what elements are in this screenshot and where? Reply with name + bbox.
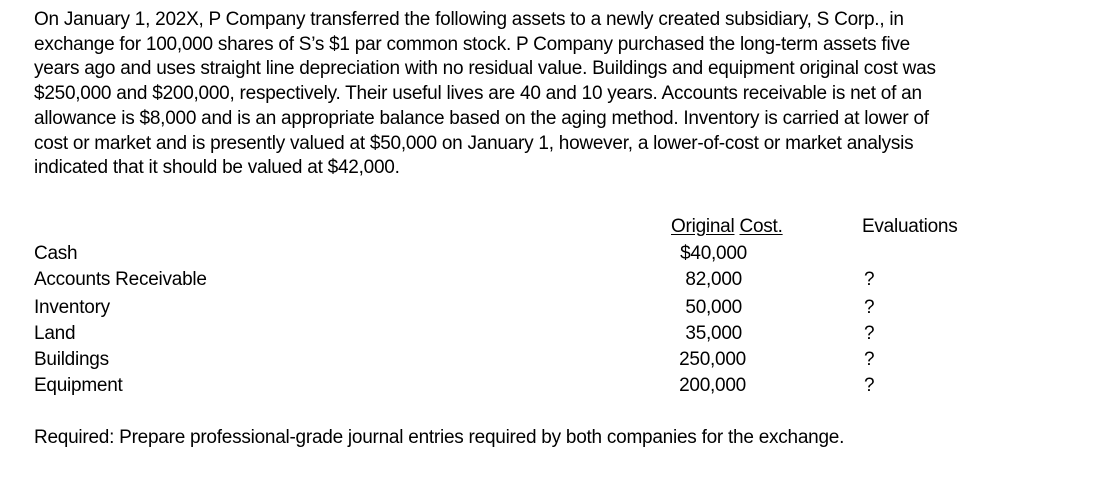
row-cost-buildings: 250,000: [679, 349, 746, 370]
row-eval-land: ?: [864, 323, 875, 344]
row-label-inventory: Inventory: [34, 297, 110, 318]
problem-paragraph: [34, 8, 1094, 181]
paragraph-line-5: allowance is $8,000 and is an appropriate balance based on the aging method. Inventory is carried at lower of: [34, 107, 929, 129]
paragraph-line-2: exchange for 100,000 shares of S’s $1 par common stock. P Company purchased the long-term assets five: [34, 33, 910, 55]
original-cost-header-word1: Original: [671, 216, 735, 237]
evaluations-header: Evaluations: [862, 216, 958, 237]
row-cost-cash: $40,000: [680, 243, 747, 264]
row-cost-inventory: 50,000: [685, 297, 742, 318]
row-cost-land: 35,000: [685, 323, 742, 344]
row-eval-buildings: ?: [864, 349, 875, 370]
row-label-land: Land: [34, 323, 76, 344]
paragraph-line-7: indicated that it should be valued at $42,000.: [34, 157, 400, 179]
row-cost-accounts-receivable: 82,000: [685, 269, 742, 290]
required-instruction: Required: Prepare professional-grade journal entries required by both companies for the exchange.: [34, 427, 845, 448]
row-label-equipment: Equipment: [34, 375, 123, 396]
row-label-buildings: Buildings: [34, 349, 109, 370]
row-eval-inventory: ?: [864, 297, 875, 318]
row-cost-equipment: 200,000: [679, 375, 746, 396]
row-eval-accounts-receivable: ?: [864, 269, 875, 290]
original-cost-header-word2: Cost.: [739, 216, 783, 237]
paragraph-line-4: $250,000 and $200,000, respectively. Their useful lives are 40 and 10 years. Accounts receivable is net of an: [34, 83, 922, 105]
row-eval-equipment: ?: [864, 375, 875, 396]
paragraph-line-1: On January 1, 202X, P Company transferred the following assets to a newly created subsidiary, S Corp., in: [34, 9, 904, 30]
paragraph-line-6: cost or market and is presently valued at $50,000 on January 1, however, a lower-of-cost or market analysis: [34, 132, 914, 154]
row-label-cash: Cash: [34, 243, 78, 264]
row-label-accounts-receivable: Accounts Receivable: [34, 269, 207, 290]
original-cost-header: [671, 215, 783, 239]
paragraph-line-3: years ago and uses straight line depreciation with no residual value. Buildings and equipment original cost was: [34, 58, 936, 80]
